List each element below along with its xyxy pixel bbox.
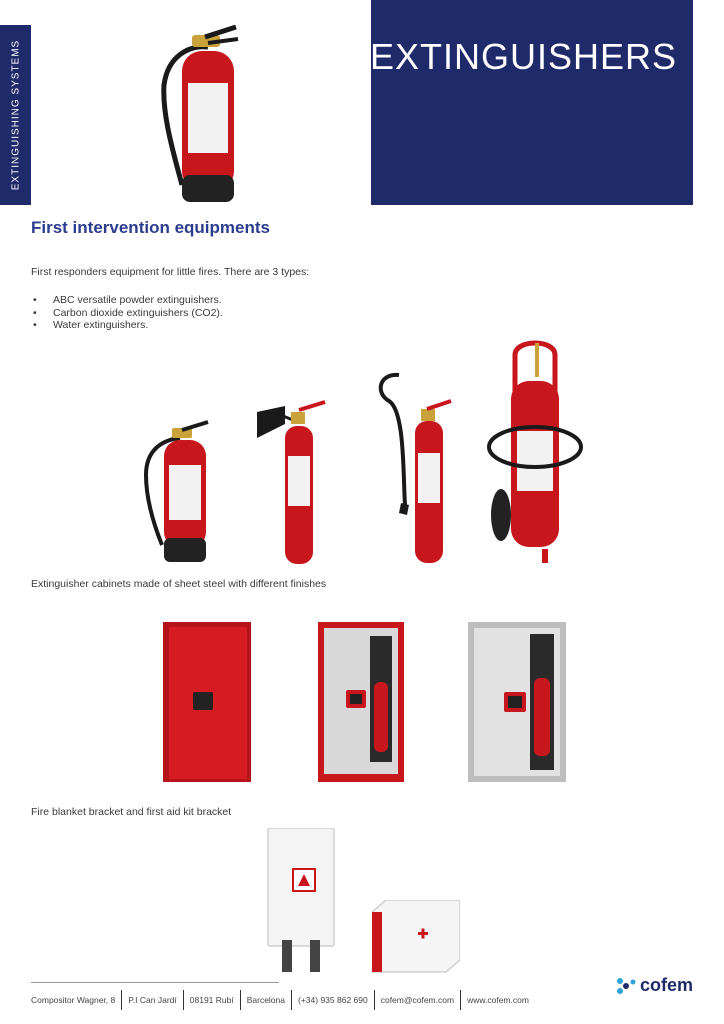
list-item: • Water extinguishers. bbox=[31, 319, 223, 332]
list-item: • Carbon dioxide extinguishers (CO2). bbox=[31, 307, 223, 320]
red-glass-cabinet-image bbox=[318, 622, 404, 782]
footer-postcode: 08191 Rubí bbox=[184, 990, 241, 1010]
intro-text: First responders equipment for little fires. There are 3 types: bbox=[31, 266, 310, 278]
brackets-caption: Fire blanket bracket and first aid kit bracket bbox=[31, 806, 232, 818]
steel-glass-cabinet-image bbox=[468, 622, 566, 782]
cofem-logo bbox=[616, 975, 693, 996]
fire-blanket-bracket-image bbox=[266, 828, 336, 973]
extinguisher-types-list bbox=[31, 294, 223, 332]
footer-website-link[interactable]: www.cofem.com bbox=[467, 995, 529, 1005]
first-aid-kit-bracket-image bbox=[372, 900, 460, 975]
hero-extinguisher-image bbox=[150, 25, 250, 210]
red-closed-cabinet-image bbox=[163, 622, 251, 782]
title-panel bbox=[371, 0, 693, 205]
powder-extinguisher-image bbox=[140, 420, 215, 565]
side-tab-label: EXTINGUISHING SYSTEMS bbox=[10, 39, 21, 191]
logo-text: cofem bbox=[639, 975, 693, 995]
section-title: First intervention equipments bbox=[31, 218, 270, 237]
cofem-logo-mark-icon bbox=[616, 977, 638, 995]
footer-divider bbox=[31, 982, 279, 983]
cabinets-caption: Extinguisher cabinets made of sheet steel with different finishes bbox=[31, 578, 327, 590]
co2-extinguisher-small-image bbox=[255, 398, 330, 568]
footer-address: Compositor Wagner, 8 bbox=[31, 990, 122, 1010]
co2-extinguisher-large-image bbox=[375, 365, 455, 565]
footer-phone: (+34) 935 862 690 bbox=[292, 990, 375, 1010]
page-title: EXTINGUISHERS bbox=[369, 36, 677, 77]
side-tab bbox=[0, 25, 31, 205]
footer-email-link[interactable]: cofem@cofem.com bbox=[375, 990, 461, 1010]
footer-city: Barcelona bbox=[241, 990, 292, 1010]
list-item: • ABC versatile powder extinguishers. bbox=[31, 294, 223, 307]
footer-contact-bar bbox=[31, 988, 535, 1012]
footer-industrial-park: P.I Can Jardí bbox=[122, 990, 184, 1010]
wheeled-extinguisher-image bbox=[485, 335, 585, 567]
